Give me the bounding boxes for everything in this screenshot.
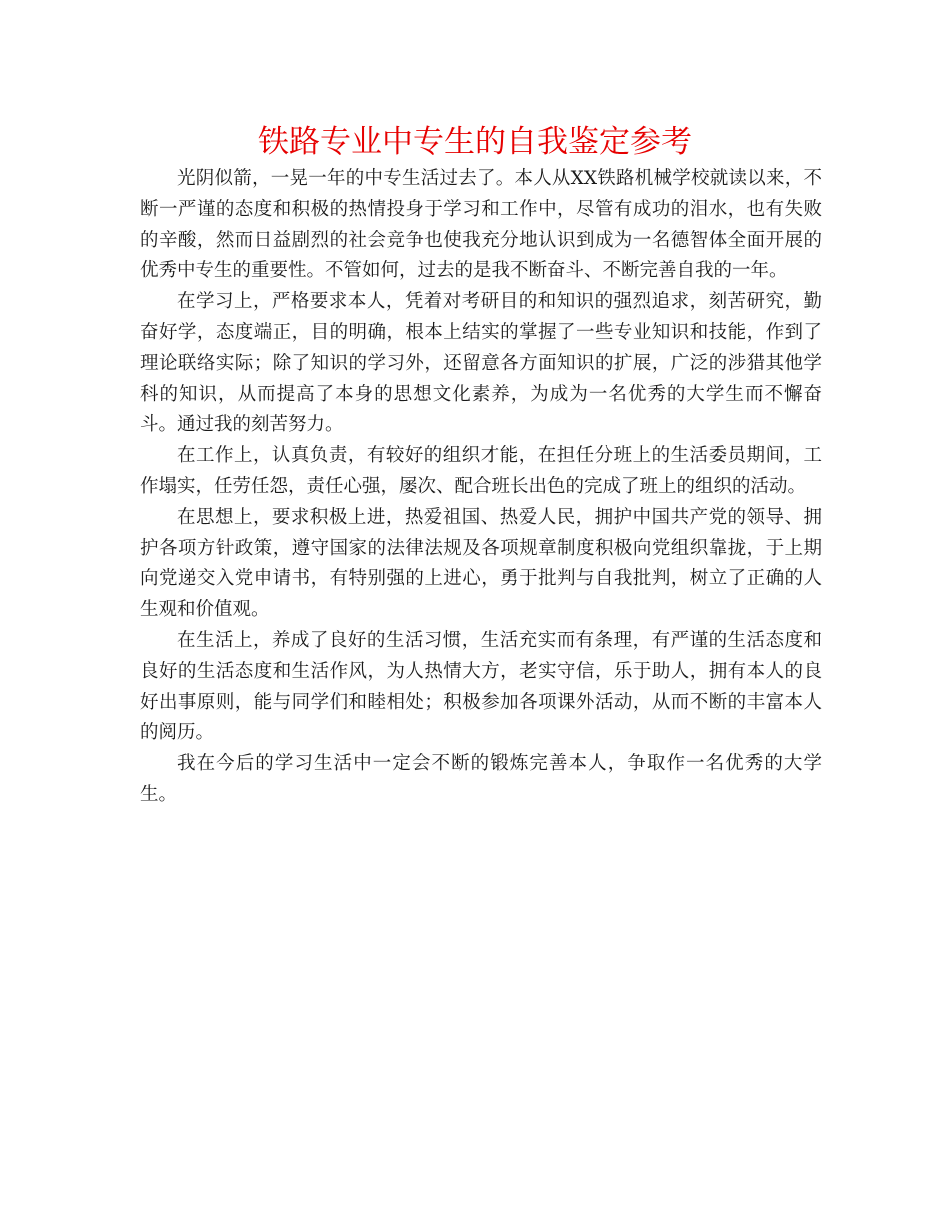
paragraph-intro: 光阴似箭，一晃一年的中专生活过去了。本人从XX铁路机械学校就读以来，不断一严谨的态度和积极的热情投身于学习和工作中，尽管有成功的泪水，也有失败的辛酸，然而日益剧烈的社会竞争也使我充分地认识到成为一名德智体全面开展的优秀中专生的重要性。不管如何，过去的是我不断奋斗、不断完善自我的一年。 (140, 168, 822, 282)
paragraph-thought: 在思想上，要求积极上进，热爱祖国、热爱人民，拥护中国共产党的领导、拥护各项方针政策，遵守国家的法律法规及各项规章制度积极向党组织靠拢，于上期向党递交入党申请书，有特别强的上进心，勇于批判与自我批判，树立了正确的人生观和价值观。 (140, 506, 822, 621)
document-body (140, 164, 822, 811)
paragraph-study: 在学习上，严格要求本人，凭着对考研目的和知识的强烈追求，刻苦研究，勤奋好学，态度端正，目的明确，根本上结实的掌握了一些专业知识和技能，作到了理论联络实际；除了知识的学习外，还留意各方面知识的扩展，广泛的涉猎其他学科的知识，从而提高了本身的思想文化素养，为成为一名优秀的大学生而不懈奋斗。通过我的刻苦努力。 (140, 291, 822, 436)
paragraph-life: 在生活上，养成了良好的生活习惯，生活充实而有条理，有严谨的生活态度和良好的生活态度和生活作风，为人热情大方，老实守信，乐于助人，拥有本人的良好出事原则，能与同学们和睦相处；积极参加各项课外活动，从而不断的丰富本人的阅历。 (140, 629, 822, 744)
paragraph-work: 在工作上，认真负责，有较好的组织才能，在担任分班上的生活委员期间，工作塌实，任劳任怨，责任心强，屡次、配合班长出色的完成了班上的组织的活动。 (140, 445, 822, 497)
paragraph-conclusion: 我在今后的学习生活中一定会不断的锻炼完善本人，争取作一名优秀的大学生。 (140, 753, 822, 805)
document-title: 铁路专业中专生的自我鉴定参考 (258, 124, 692, 160)
